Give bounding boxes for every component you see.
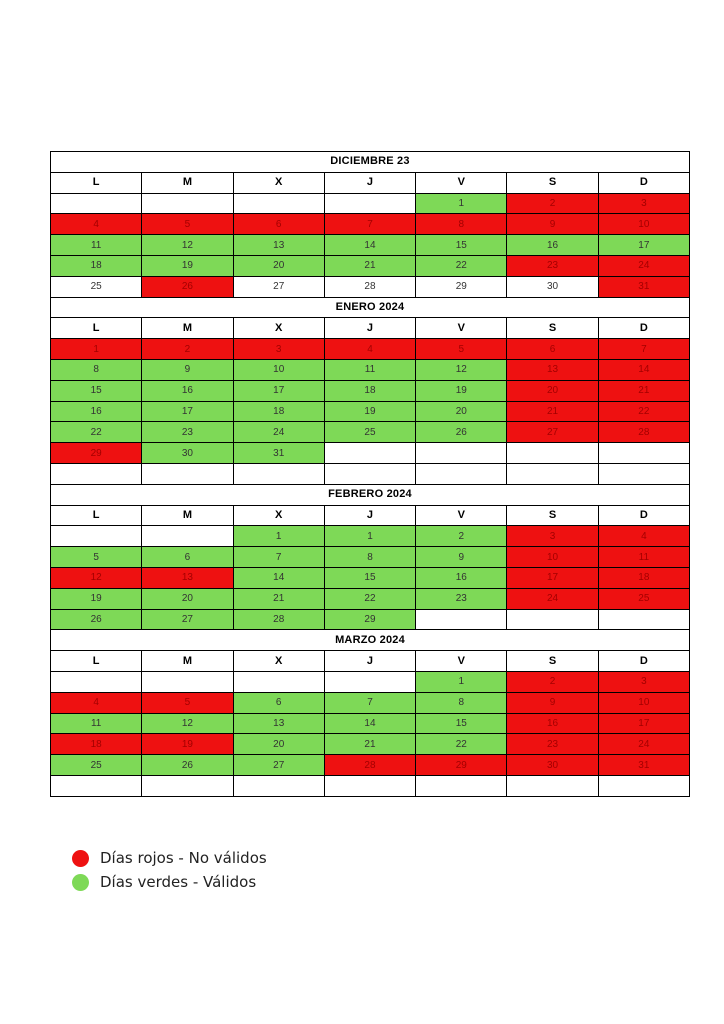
month-title-row [51,630,690,651]
day-cell [598,463,689,484]
day-cell: 10 [598,214,689,235]
day-cell [51,775,142,796]
day-cell: 3 [598,671,689,692]
day-cell [51,193,142,214]
week-row [51,276,690,297]
day-cell: 17 [598,235,689,256]
weekday-header: D [598,651,689,672]
day-cell: 23 [507,734,598,755]
day-cell: 6 [507,339,598,360]
weekday-header: M [142,318,233,339]
week-row [51,193,690,214]
day-cell: 27 [233,276,324,297]
day-cell: 24 [598,734,689,755]
day-cell: 19 [51,588,142,609]
day-cell: 30 [507,276,598,297]
month-title: ENERO 2024 [51,297,690,318]
week-row [51,359,690,380]
week-row [51,671,690,692]
day-cell: 18 [324,380,415,401]
month-title: MARZO 2024 [51,630,690,651]
day-cell: 3 [507,526,598,547]
day-cell [507,775,598,796]
week-row [51,609,690,630]
day-cell: 29 [416,755,507,776]
week-row [51,422,690,443]
day-cell: 10 [507,547,598,568]
legend [72,846,267,894]
weekday-header: V [416,651,507,672]
day-cell: 22 [51,422,142,443]
day-cell: 9 [416,547,507,568]
day-cell: 1 [416,193,507,214]
day-cell: 4 [598,526,689,547]
day-cell: 20 [142,588,233,609]
day-cell: 17 [598,713,689,734]
day-cell: 23 [507,255,598,276]
day-cell: 30 [507,755,598,776]
day-cell: 3 [598,193,689,214]
day-cell: 15 [416,713,507,734]
weekday-header: X [233,318,324,339]
day-cell: 21 [507,401,598,422]
weekday-header: S [507,505,598,526]
week-row [51,255,690,276]
weekday-header: D [598,318,689,339]
day-cell: 16 [142,380,233,401]
day-cell: 19 [416,380,507,401]
day-cell: 12 [142,235,233,256]
day-cell: 6 [233,214,324,235]
day-cell: 26 [142,276,233,297]
weekday-header: S [507,172,598,193]
day-cell: 1 [324,526,415,547]
day-cell: 3 [233,339,324,360]
day-cell [51,463,142,484]
day-cell: 21 [598,380,689,401]
weekday-header-row [51,651,690,672]
day-cell: 1 [51,339,142,360]
legend-label-green: Días verdes - Válidos [100,873,257,891]
weekday-header: J [324,505,415,526]
weekday-header-row [51,172,690,193]
week-row [51,775,690,796]
weekday-header: L [51,172,142,193]
weekday-header: S [507,318,598,339]
day-cell [233,775,324,796]
week-row [51,526,690,547]
day-cell: 27 [507,422,598,443]
day-cell: 31 [233,443,324,464]
weekday-header: X [233,172,324,193]
day-cell: 23 [416,588,507,609]
day-cell: 4 [51,692,142,713]
day-cell: 16 [416,567,507,588]
red-dot-icon [72,850,89,867]
week-row [51,380,690,401]
day-cell: 18 [51,734,142,755]
day-cell: 29 [416,276,507,297]
weekday-header-row [51,505,690,526]
weekday-header: L [51,318,142,339]
day-cell [51,526,142,547]
weekday-header: L [51,505,142,526]
day-cell: 5 [51,547,142,568]
day-cell: 11 [324,359,415,380]
day-cell [507,463,598,484]
day-cell: 25 [51,276,142,297]
day-cell: 29 [324,609,415,630]
day-cell: 27 [233,755,324,776]
day-cell [598,775,689,796]
day-cell [416,463,507,484]
day-cell [598,443,689,464]
day-cell [324,671,415,692]
week-row [51,214,690,235]
day-cell: 9 [507,214,598,235]
month-title: FEBRERO 2024 [51,484,690,505]
weekday-header-row [51,318,690,339]
day-cell: 31 [598,276,689,297]
day-cell: 22 [324,588,415,609]
weekday-header: V [416,318,507,339]
day-cell: 16 [507,713,598,734]
day-cell: 22 [416,255,507,276]
day-cell: 25 [324,422,415,443]
day-cell: 13 [233,713,324,734]
day-cell: 23 [142,422,233,443]
day-cell: 17 [142,401,233,422]
day-cell: 13 [507,359,598,380]
day-cell: 13 [233,235,324,256]
weekday-header: J [324,172,415,193]
day-cell: 14 [324,235,415,256]
weekday-header: M [142,505,233,526]
day-cell [416,443,507,464]
day-cell: 5 [142,214,233,235]
day-cell: 7 [324,692,415,713]
calendar-body [51,152,690,797]
day-cell: 20 [416,401,507,422]
weekday-header: D [598,172,689,193]
day-cell: 30 [142,443,233,464]
day-cell: 29 [51,443,142,464]
day-cell: 6 [142,547,233,568]
day-cell: 10 [233,359,324,380]
day-cell [51,671,142,692]
day-cell [142,193,233,214]
weekday-header: V [416,505,507,526]
weekday-header: L [51,651,142,672]
week-row [51,692,690,713]
day-cell: 17 [233,380,324,401]
day-cell [324,193,415,214]
day-cell: 7 [598,339,689,360]
legend-label-red: Días rojos - No válidos [100,849,267,867]
day-cell: 17 [507,567,598,588]
day-cell: 21 [233,588,324,609]
week-row [51,734,690,755]
day-cell: 26 [416,422,507,443]
day-cell: 12 [142,713,233,734]
day-cell: 2 [142,339,233,360]
day-cell: 6 [233,692,324,713]
day-cell: 8 [416,214,507,235]
day-cell: 14 [598,359,689,380]
day-cell: 24 [507,588,598,609]
day-cell: 9 [142,359,233,380]
week-row [51,567,690,588]
week-row [51,713,690,734]
day-cell: 14 [324,713,415,734]
day-cell: 18 [233,401,324,422]
day-cell: 4 [51,214,142,235]
weekday-header: D [598,505,689,526]
day-cell: 28 [324,755,415,776]
calendar-table [50,151,690,797]
day-cell: 18 [598,567,689,588]
day-cell: 31 [598,755,689,776]
day-cell: 19 [142,255,233,276]
day-cell: 24 [233,422,324,443]
day-cell: 26 [51,609,142,630]
day-cell: 8 [51,359,142,380]
day-cell [507,443,598,464]
day-cell: 16 [51,401,142,422]
day-cell: 10 [598,692,689,713]
day-cell: 2 [507,193,598,214]
week-row [51,443,690,464]
week-row [51,547,690,568]
day-cell [142,526,233,547]
day-cell: 8 [416,692,507,713]
day-cell: 7 [233,547,324,568]
month-title-row [51,484,690,505]
weekday-header: S [507,651,598,672]
weekday-header: J [324,651,415,672]
day-cell [233,193,324,214]
day-cell: 11 [51,713,142,734]
day-cell: 22 [598,401,689,422]
month-title: DICIEMBRE 23 [51,152,690,173]
weekday-header: V [416,172,507,193]
day-cell: 14 [233,567,324,588]
month-title-row [51,152,690,173]
day-cell [507,609,598,630]
weekday-header: J [324,318,415,339]
week-row [51,463,690,484]
day-cell [598,609,689,630]
day-cell [233,463,324,484]
day-cell: 26 [142,755,233,776]
day-cell: 16 [507,235,598,256]
week-row [51,235,690,256]
weekday-header: X [233,505,324,526]
day-cell: 1 [233,526,324,547]
legend-item-green [72,870,267,894]
day-cell: 9 [507,692,598,713]
weekday-header: M [142,651,233,672]
day-cell: 8 [324,547,415,568]
day-cell [416,609,507,630]
day-cell: 18 [51,255,142,276]
day-cell: 7 [324,214,415,235]
weekday-header: M [142,172,233,193]
weekday-header: X [233,651,324,672]
green-dot-icon [72,874,89,891]
day-cell: 11 [598,547,689,568]
day-cell: 22 [416,734,507,755]
day-cell: 20 [233,255,324,276]
day-cell: 15 [324,567,415,588]
week-row [51,339,690,360]
day-cell: 15 [51,380,142,401]
day-cell: 20 [233,734,324,755]
day-cell: 4 [324,339,415,360]
day-cell [142,463,233,484]
day-cell [324,463,415,484]
day-cell: 28 [598,422,689,443]
day-cell: 28 [324,276,415,297]
week-row [51,401,690,422]
day-cell: 13 [142,567,233,588]
day-cell [324,443,415,464]
day-cell [142,775,233,796]
day-cell: 25 [51,755,142,776]
day-cell: 1 [416,671,507,692]
day-cell: 24 [598,255,689,276]
day-cell: 15 [416,235,507,256]
week-row [51,755,690,776]
day-cell: 12 [416,359,507,380]
month-title-row [51,297,690,318]
week-row [51,588,690,609]
day-cell: 5 [142,692,233,713]
day-cell [324,775,415,796]
day-cell: 19 [142,734,233,755]
day-cell [416,775,507,796]
day-cell: 27 [142,609,233,630]
day-cell: 12 [51,567,142,588]
day-cell: 20 [507,380,598,401]
day-cell: 21 [324,255,415,276]
day-cell: 21 [324,734,415,755]
day-cell: 2 [416,526,507,547]
day-cell: 11 [51,235,142,256]
day-cell: 25 [598,588,689,609]
day-cell [142,671,233,692]
day-cell: 5 [416,339,507,360]
day-cell: 2 [507,671,598,692]
legend-item-red [72,846,267,870]
day-cell: 19 [324,401,415,422]
day-cell [233,671,324,692]
day-cell: 28 [233,609,324,630]
